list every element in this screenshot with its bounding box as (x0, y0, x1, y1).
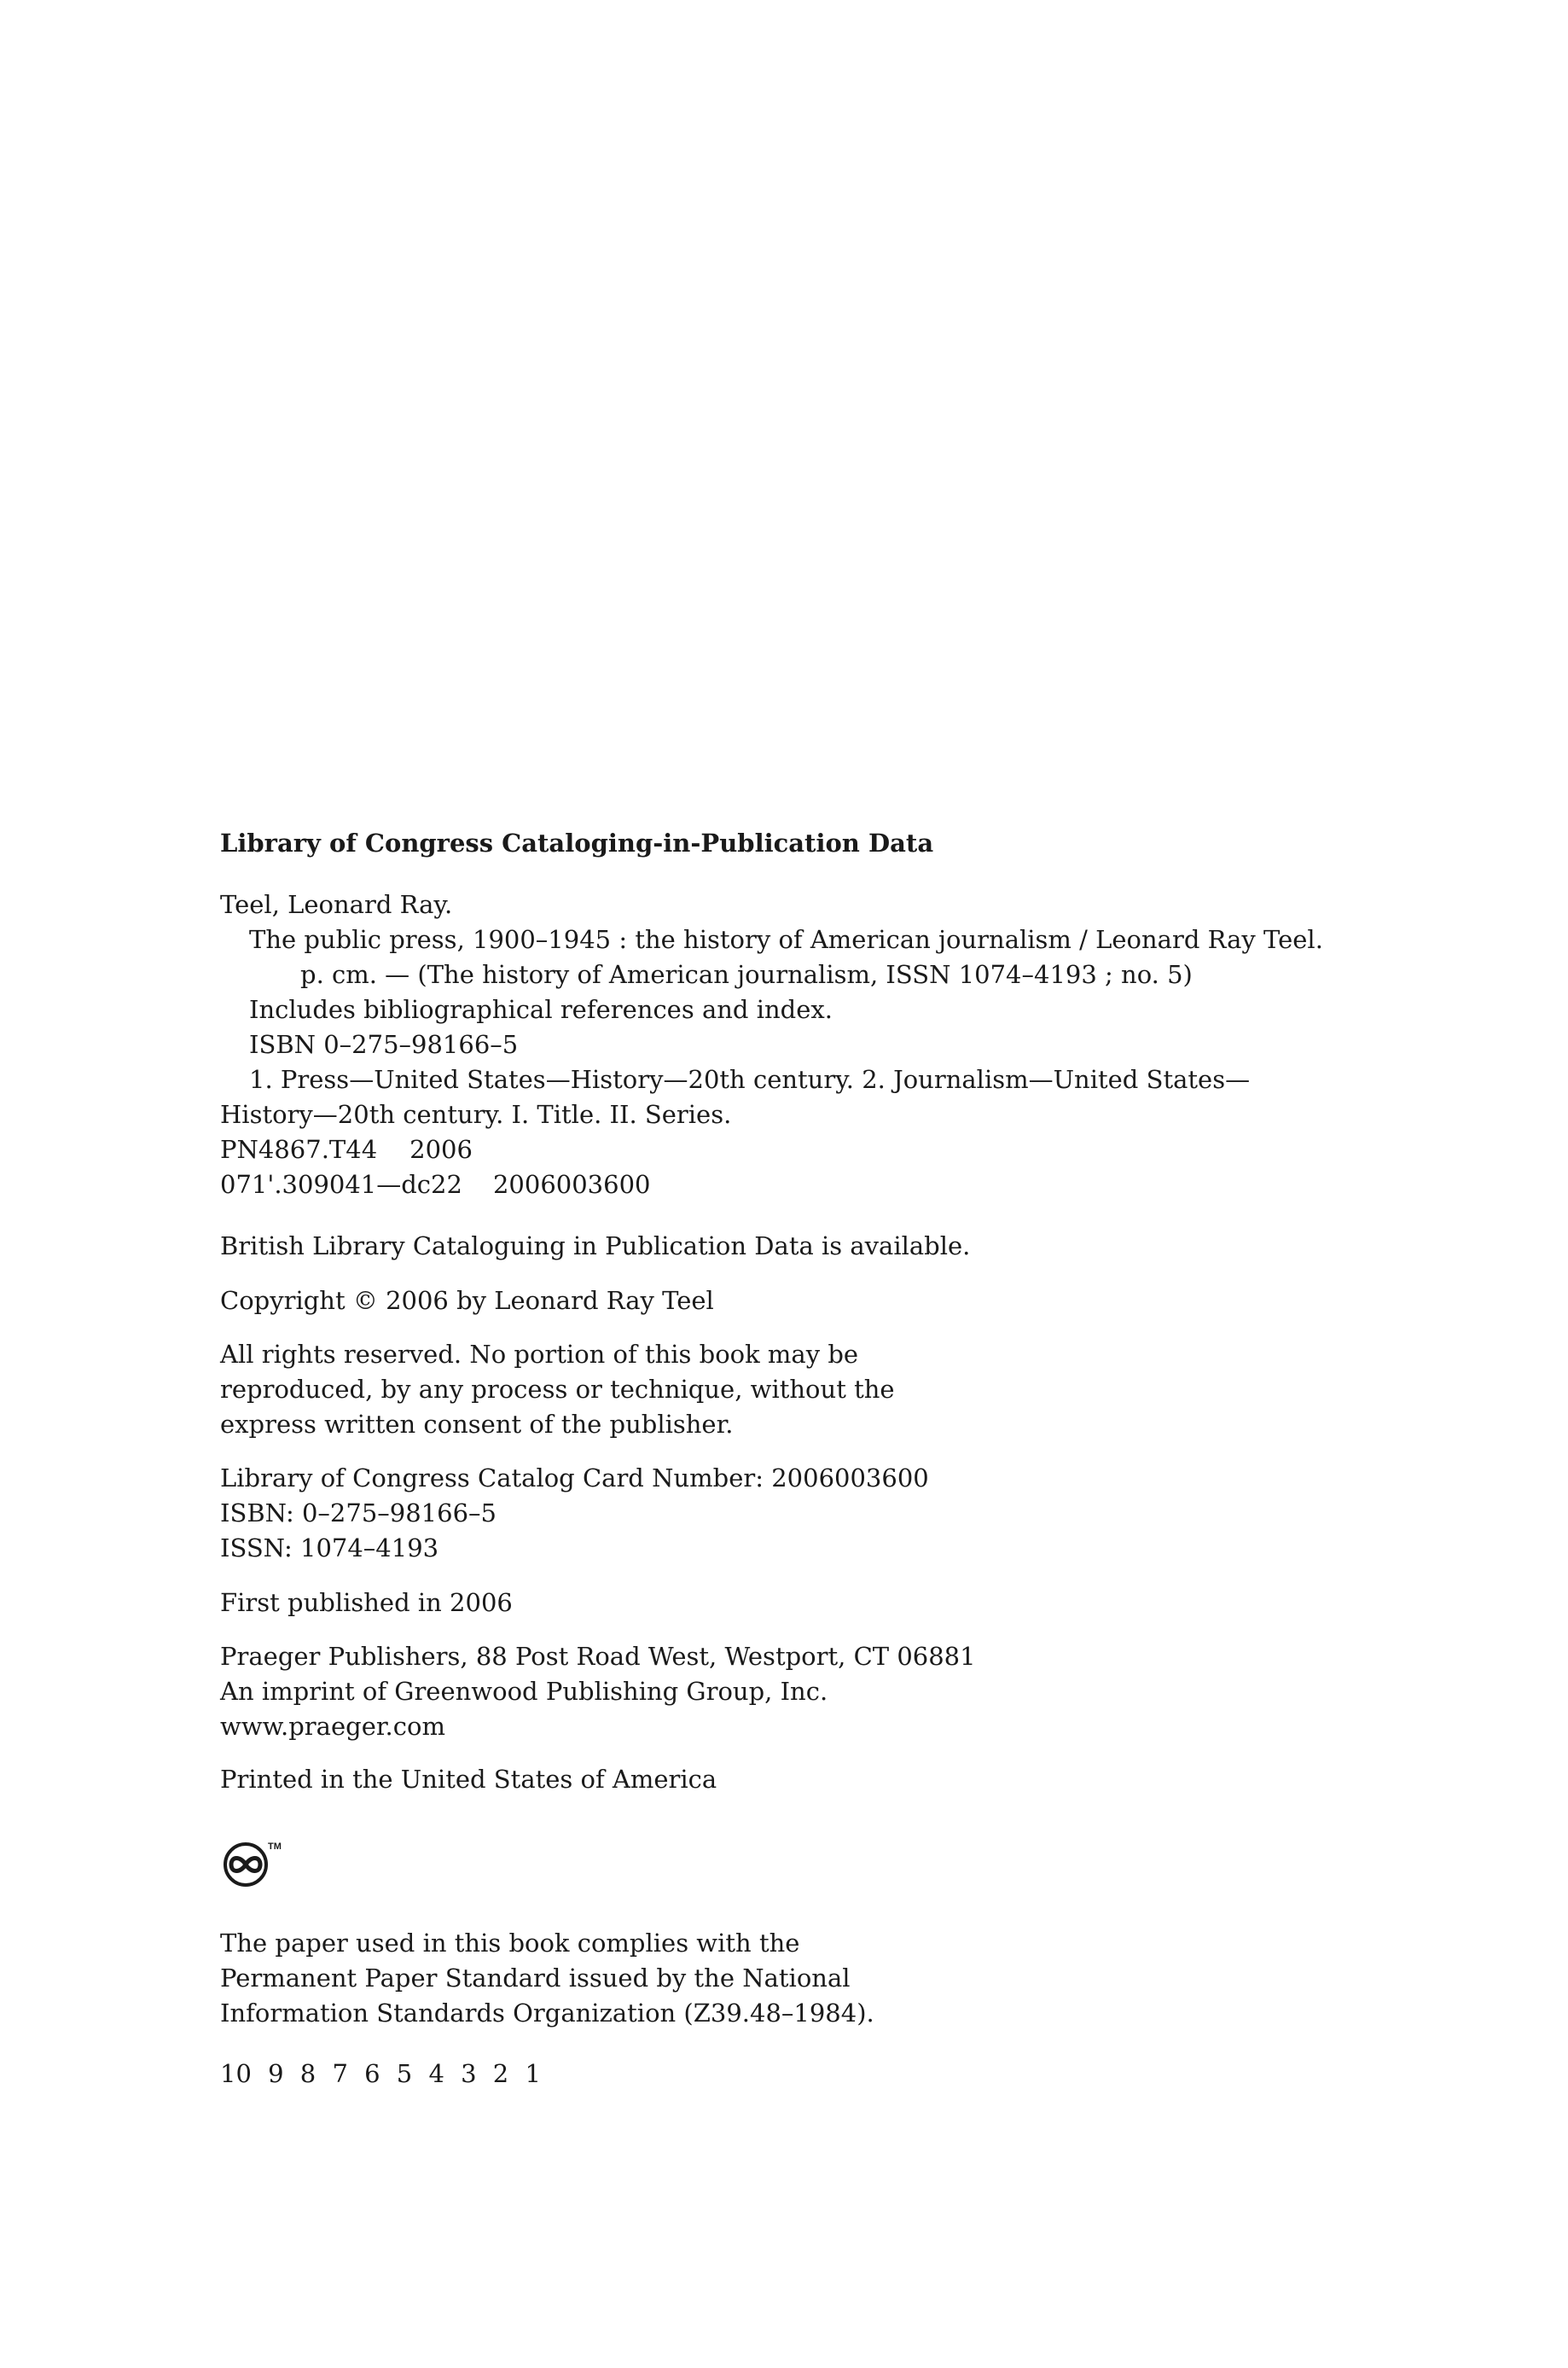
paper-line: Information Standards Organization (Z39.48–1984). (220, 1999, 874, 2028)
identifiers-block (220, 1461, 1414, 1566)
cip-dewey-line (220, 1167, 1414, 1202)
permanent-paper-infinity-icon (220, 1837, 285, 1888)
cip-subjects-1: 1. Press—United States—History—20th century. 2. Journalism—United States— (249, 1065, 1251, 1094)
isbn-line: ISBN: 0–275–98166–5 (220, 1498, 497, 1527)
cip-title-line: The public press, 1900–1945 : the history of American journalism / Leonard Ray Teel. (249, 925, 1323, 954)
cip-record (220, 887, 1414, 1202)
printed-in: Printed in the United States of America (220, 1765, 717, 1794)
paper-statement (220, 1926, 1414, 2031)
cip-call-year: 2006 (409, 1135, 473, 1164)
first-published: First published in 2006 (220, 1588, 513, 1617)
cip-heading: Library of Congress Cataloging-in-Publication Data (220, 829, 934, 858)
cip-subjects-2: History—20th century. I. Title. II. Series. (220, 1100, 732, 1129)
paper-line: Permanent Paper Standard issued by the National (220, 1964, 851, 1993)
cip-isbn: ISBN 0–275–98166–5 (249, 1030, 519, 1059)
rights-line: All rights reserved. No portion of this book may be (220, 1340, 859, 1369)
trademark-mark: TM (268, 1841, 282, 1852)
issn-line: ISSN: 1074–4193 (220, 1533, 439, 1562)
publisher-website: www.praeger.com (220, 1712, 445, 1741)
printing-line: 10 9 8 7 6 5 4 3 2 1 (220, 2059, 541, 2088)
lc-card-number: Library of Congress Catalog Card Number: 2006003600 (220, 1463, 929, 1492)
british-library-note: British Library Cataloguing in Publication Data is available. (220, 1231, 971, 1260)
rights-statement (220, 1337, 1414, 1442)
paper-line: The paper used in this book complies with the (220, 1929, 800, 1958)
publisher-block (220, 1639, 1414, 1744)
cip-dewey: 071'.309041—dc22 (220, 1170, 462, 1199)
copyright-notice: Copyright © 2006 by Leonard Ray Teel (220, 1286, 714, 1315)
cip-note: Includes bibliographical references and index. (249, 995, 833, 1024)
cip-call-number-line (220, 1132, 1414, 1167)
cip-author: Teel, Leonard Ray. (220, 890, 453, 919)
rights-line: express written consent of the publisher. (220, 1410, 734, 1439)
cip-call-number: PN4867.T44 (220, 1135, 378, 1164)
cip-lccn: 2006003600 (492, 1170, 651, 1199)
cip-collation: p. cm. — (The history of American journalism, ISSN 1074–4193 ; no. 5) (300, 960, 1193, 989)
publisher-imprint: An imprint of Greenwood Publishing Group, Inc. (220, 1677, 828, 1706)
rights-line: reproduced, by any process or technique, without the (220, 1375, 895, 1404)
publisher-address: Praeger Publishers, 88 Post Road West, Westport, CT 06881 (220, 1642, 976, 1671)
